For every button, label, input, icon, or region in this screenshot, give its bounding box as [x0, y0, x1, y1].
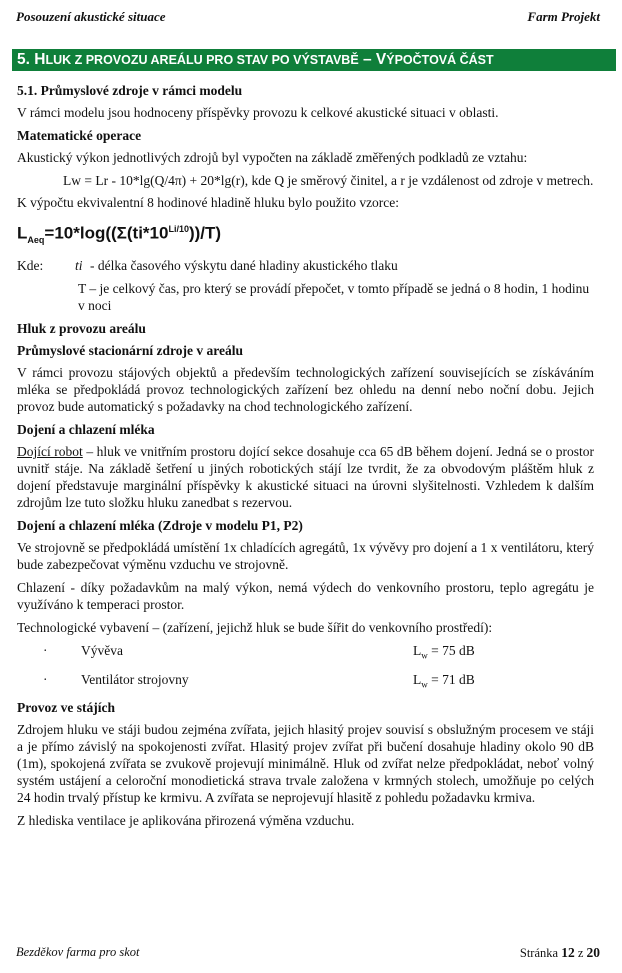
- paragraph-strojovna: Ve strojovně se předpokládá umístění 1x chladících agregátů, 1x vývěvy pro dojení a 1 x ventilátoru, který bude zabezpečovat výměnu vzduchu ve strojovně.: [17, 540, 594, 573]
- lw-symbol: L: [413, 643, 422, 659]
- paragraph-stacionarni: V rámci provozu stájových objektů a především technologických zařízení souvisejících se získáváním mléka se předpokládá provoz technologických zařízení bez ohledu na denní nebo noční dobu. Jejich provoz bude automatický s požadavky na chod technologického zařízení.: [17, 365, 594, 415]
- bullet: ·: [43, 643, 48, 659]
- header-title: Posouzení akustické situace: [16, 9, 166, 24]
- equipment-name: Ventilátor strojovny: [81, 671, 189, 687]
- equipment-level: [413, 671, 475, 694]
- paragraph-laeq-intro: K výpočtu ekvivalentní 8 hodinové hladině hluku bylo použito vzorce:: [17, 195, 400, 210]
- page-content: [17, 82, 594, 835]
- lw-value: = 75 dB: [427, 643, 475, 659]
- page-current: 12: [561, 945, 575, 960]
- page-total: 20: [586, 945, 600, 960]
- page-word: Stránka: [519, 946, 562, 960]
- equipment-item: [17, 642, 594, 665]
- laeq-end: ))/T): [188, 223, 222, 243]
- formula-laeq: [17, 219, 594, 250]
- formula-lw: Lw = Lr - 10*lg(Q/4π) + 20*lg(r), kde Q je směrový činitel, a r je vzdálenost od zdroje v metrech.: [63, 173, 594, 188]
- equipment-item: [17, 671, 594, 694]
- heading-math: Matematické operace: [17, 128, 142, 143]
- heading-dojeni: Dojení a chlazení mléka: [17, 422, 155, 438]
- lw-symbol: L: [413, 671, 422, 687]
- lw-value: = 71 dB: [427, 671, 475, 687]
- paragraph-vybaveni: Technologické vybavení – (zařízení, jejichž hluk se bude šířit do venkovního prostředí):: [17, 620, 493, 636]
- bullet: ·: [43, 671, 48, 687]
- paragraph-dojici-robot: [17, 443, 594, 511]
- laeq-sub: Aeq: [27, 235, 45, 246]
- paragraph-math-intro: Akustický výkon jednotlivých zdrojů byl vypočten na základě změřených podkladů ze vztahu:: [17, 150, 528, 165]
- kde-symbol: ti: [75, 258, 83, 274]
- equipment-name: Vývěva: [81, 643, 123, 659]
- definition-t: T – je celkový čas, pro který se provádí přepočet, v tomto případě se jedná o 8 hodin, 1 hodinu v noci: [78, 281, 590, 314]
- paragraph-model: V rámci modelu jsou hodnoceny příspěvky provozu k celkové akustické situaci v oblasti.: [17, 105, 499, 120]
- section-banner: [12, 49, 616, 71]
- paragraph-chlazeni: Chlazení - díky požadavkům na malý výkon, nemá výdech do venkovního prostoru, teplo agregátu je využíváno k temperaci prostor.: [17, 580, 594, 613]
- lw-sub: w: [421, 679, 428, 690]
- dojici-robot-label: Dojící robot: [17, 444, 83, 460]
- definition-ti: [17, 257, 594, 274]
- header-company: Farm Projekt: [527, 9, 600, 24]
- laeq-mid: =10*log((Σ(ti*10: [44, 223, 169, 243]
- laeq-l: L: [17, 223, 28, 243]
- heading-stacionarni: Průmyslové stacionární zdroje v areálu: [17, 343, 243, 359]
- heading-5-1: 5.1. Průmyslové zdroje v rámci modelu: [17, 83, 243, 98]
- banner-part-1: 5. H: [17, 51, 46, 68]
- page-header: [16, 9, 600, 29]
- heading-staje: Provoz ve stájích: [17, 700, 115, 716]
- dojici-robot-text: – hluk ve vnitřním prostoru dojící sekce dosahuje cca 65 dB během dojení. Jedná se o prostor uvnitř stáje. Na základě šetření u jiných robotických stájí lze tvrdit, že za obvodovým pláštěm hluk z dojení představuje marginální příspěvky k akustické situaci na úrovni slyšitelnosti. Vzhledem k dalším zdrojům lze tuto složku hluku zanedbat s rezervou.: [17, 444, 594, 511]
- banner-part-4: ÝPOČTOVÁ ČÁST: [386, 53, 494, 67]
- banner-part-3: – V: [358, 51, 387, 68]
- footer-project: Bezděkov farma pro skot: [16, 945, 140, 959]
- page-of: z: [574, 946, 587, 960]
- kde-text: - délka časového výskytu dané hladiny akustického tlaku: [90, 258, 398, 274]
- laeq-sup: Li/10: [168, 224, 189, 234]
- paragraph-staje: Zdrojem hluku ve stáji budou zejména zvířata, jejich hlasitý projev souvisí s obslužným procesem ve stáji a je přímo závislý na spokojenosti zvířat. Hlasitý projev zvířat při bučení dosahuje hladiny okolo 90 dB (1m), spokojená zvířata se zvukově projevují minimálně. Hluk od zvířat nelze předpokládat, neboť volný systém ustájení a celoroční monodietická strava trvale založena v krmných stolech, umožňuje po celých 24 hodin trvalý přístup ke krmivu. A zvířata se neprojevují hlasitě z pohledu požadavku krmiva.: [17, 722, 594, 806]
- heading-zdroje: Dojení a chlazení mléka (Zdroje v modelu P1, P2): [17, 518, 303, 534]
- heading-hluk: Hluk z provozu areálu: [17, 321, 146, 337]
- equipment-level: [413, 642, 475, 665]
- lw-sub: w: [421, 650, 428, 661]
- page-footer: [16, 945, 600, 963]
- paragraph-ventilace: Z hlediska ventilace je aplikována přirozená výměna vzduchu.: [17, 813, 355, 829]
- banner-part-2: LUK Z PROVOZU AREÁLU PRO STAV PO VÝSTAVBĚ: [45, 53, 359, 67]
- page-number: [520, 945, 600, 961]
- kde-label: Kde:: [17, 258, 44, 274]
